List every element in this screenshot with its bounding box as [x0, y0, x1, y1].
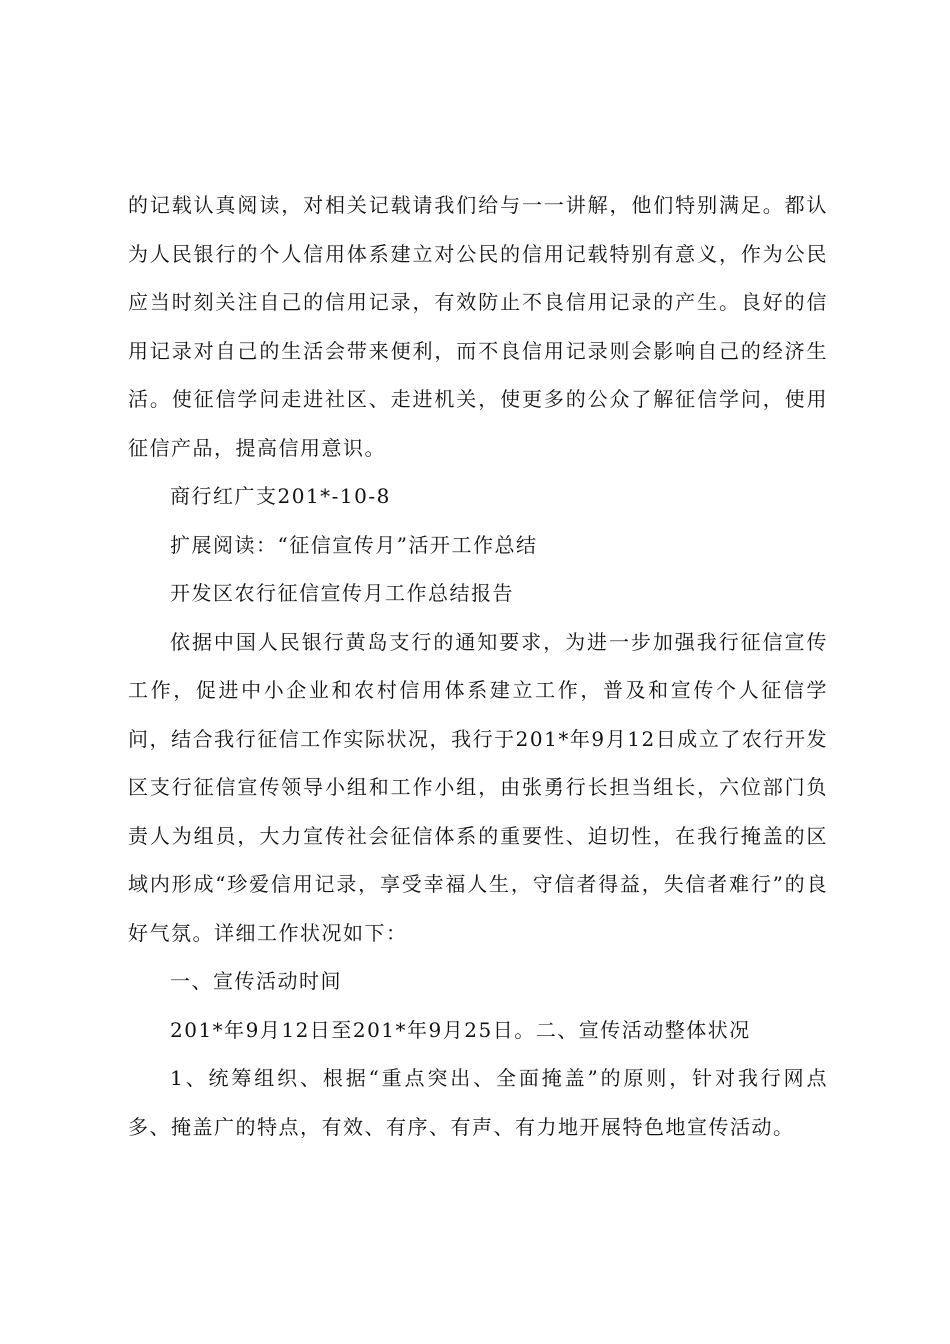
paragraph-extended-reading-title: 扩展阅读：“征信宣传月”活开工作总结 [170, 532, 538, 557]
paragraph-activity-period: 201*年9月12日至201*年9月25日。二、宣传活动整体状况 [170, 1017, 751, 1042]
paragraph-credit-awareness: 的记载认真阅读，对相关记载请我们给与一一讲解，他们特别满足。都认为人民银行的个人信用体系建立对公民的信用记载特别有意义，作为公民应当时刻关注自己的信用记录，有效防止不良信用记录的产生。良好的信用记录对自己的生活会带来便利，而不良信用记录则会影响自己的经济生活。使征信学问走进社区、走进机关，使更多的公众了解征信学问，使用征信产品，提高信用意识。 [128, 193, 828, 460]
paragraph-section-heading-time: 一、宣传活动时间 [170, 969, 342, 993]
paragraph-report-title: 开发区农行征信宣传月工作总结报告 [170, 581, 514, 605]
paragraph-signature-date: 商行红广支201*-10-8 [170, 484, 391, 508]
document-body [128, 181, 828, 1151]
paragraph-organization-principle: 1、统筹组织、根据“重点突出、全面掩盖”的原则，针对我行网点多、掩盖广的特点，有效、有序、有声、有力地开展特色地宣传活动。 [128, 1066, 828, 1139]
paragraph-report-intro: 依据中国人民银行黄岛支行的通知要求，为进一步加强我行征信宣传工作，促进中小企业和农村信用体系建立工作，普及和宣传个人征信学问，结合我行征信工作实际状况，我行于201*年9月12日成立了农行开发区支行征信宣传领导小组和工作小组，由张勇行长担当组长，六位部门负责人为组员，大力宣传社会征信体系的重要性、迫切性，在我行掩盖的区域内形成“珍爱信用记录，享受幸福人生，守信者得益，失信者难行”的良好气氛。详细工作状况如下： [128, 629, 828, 945]
